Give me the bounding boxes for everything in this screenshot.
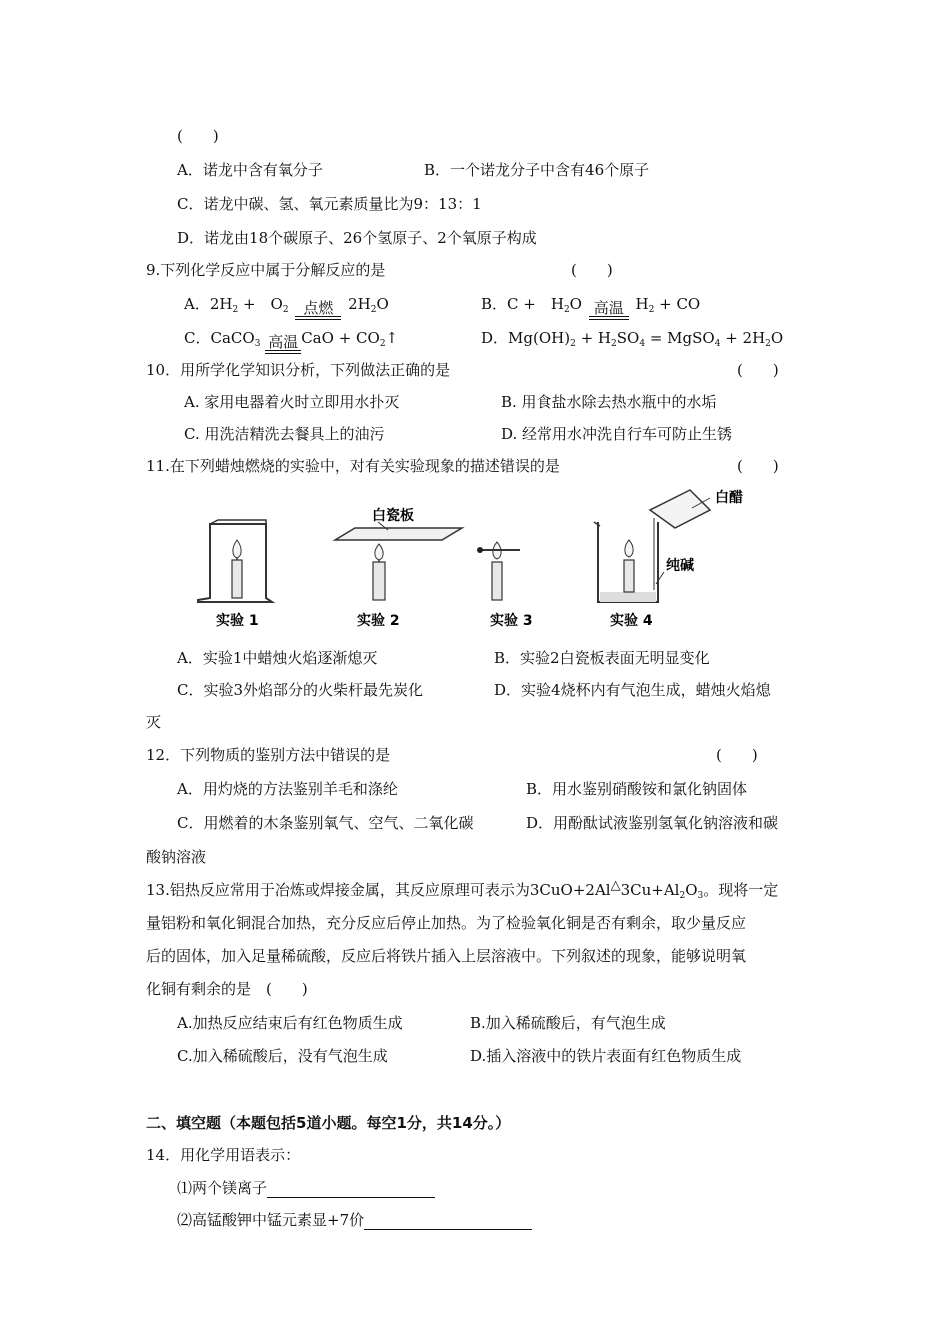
condition-ignite: 点燃: [295, 301, 341, 320]
caption-experiment-4: 实验 4: [610, 613, 653, 629]
q14-item-2: [177, 1210, 532, 1230]
q9-option-b-label: B．: [481, 295, 508, 313]
q11-option-b: B．实验2白瓷板表面无明显变化: [494, 649, 710, 667]
condition-high-temp-b: 高温: [589, 301, 629, 320]
q13-stem-line3: 后的固体，加入足量稀硫酸，反应后将铁片插入上层溶液中。下列叙述的现象，能够说明氧: [146, 947, 747, 965]
q13-stem-line4: 化铜有剩余的是 ( ): [146, 980, 308, 998]
q13-stem-part-a: 13.铝热反应常用于冶炼或焊接金属，其反应原理可表示为3CuO+2Al: [146, 881, 611, 899]
q10-option-c: C. 用洗洁精洗去餐具上的油污: [184, 425, 385, 443]
q12-answer-bracket: ( ): [716, 746, 758, 764]
label-white-vinegar: 白醋: [715, 490, 743, 506]
q9-option-d-label: D．: [481, 329, 509, 347]
q8-option-a: A．诺龙中含有氧分子: [177, 161, 323, 179]
q9-option-c: C．CaCO$_3$ 高温 CaO + $CO_2↑$: [184, 328, 398, 354]
q14-item-1-label: ⑴两个镁离子: [177, 1179, 268, 1197]
q10-option-a: A. 家用电器着火时立即用水扑灭: [184, 393, 400, 411]
condition-high-temp-c: 高温: [265, 335, 301, 354]
q14-item-2-label: ⑵高锰酸钾中锰元素显+7价: [177, 1211, 365, 1229]
q11-stem: 11.在下列蜡烛燃烧的实验中，对有关实验现象的描述错误的是: [146, 457, 560, 475]
q10-answer-bracket: ( ): [737, 361, 779, 379]
label-soda: 纯碱: [666, 558, 694, 574]
q10-option-b: B. 用食盐水除去热水瓶中的水垢: [501, 393, 717, 411]
q12-option-d-line2: 酸钠溶液: [146, 848, 207, 866]
experiment-2-illustration: [335, 507, 462, 600]
q10-stem: 10．用所学化学知识分析，下列做法正确的是: [146, 361, 451, 379]
q11-answer-bracket: ( ): [737, 457, 779, 475]
q9-option-a-label: A．: [184, 295, 210, 313]
experiment-4-illustration: [594, 489, 743, 602]
q14-stem: 14．用化学用语表示：: [146, 1146, 301, 1164]
q11-option-d-line1: D．实验4烧杯内有气泡生成，蜡烛火焰熄: [494, 681, 771, 699]
q8-option-c: C．诺龙中碳、氢、氧元素质量比为9：13：1: [177, 195, 482, 213]
q11-option-a: A．实验1中蜡烛火焰逐渐熄灭: [177, 649, 378, 667]
q12-option-b: B．用水鉴别硝酸铵和氯化钠固体: [526, 780, 748, 798]
q13-option-a: A.加热反应结束后有红色物质生成: [177, 1014, 403, 1032]
q10-option-d: D. 经常用水冲洗自行车可防止生锈: [501, 425, 733, 443]
q13-stem-line2: 量铝粉和氧化铜混合加热，充分反应后停止加热。为了检验氧化铜是否有剩余，取少量反应: [146, 914, 747, 932]
q8-answer-bracket: ( ): [177, 127, 219, 145]
q12-option-d-line1: D．用酚酞试液鉴别氢氧化钠溶液和碳: [526, 814, 779, 832]
caption-experiment-3: 实验 3: [490, 613, 533, 629]
q13-option-c: C.加入稀硫酸后，没有气泡生成: [177, 1047, 388, 1065]
candle-experiments-figure: [180, 480, 820, 640]
caption-experiment-1: 实验 1: [216, 613, 259, 629]
q11-option-d-line2: 灭: [146, 713, 162, 731]
q9-stem: 9.下列化学反应中属于分解反应的是: [146, 261, 386, 279]
q14-item-1: [177, 1178, 435, 1198]
experiment-3-illustration: [477, 542, 520, 600]
experiment-1-illustration: [198, 520, 272, 602]
q13-option-d: D.插入溶液中的铁片表面有红色物质生成: [470, 1047, 742, 1065]
q12-option-a: A．用灼烧的方法鉴别羊毛和涤纶: [177, 780, 398, 798]
q13-stem-part-c: 。现将一定: [703, 881, 779, 899]
q13-option-b: B.加入稀硫酸后，有气泡生成: [470, 1014, 666, 1032]
q9-option-b: B．C + $H_2O$ 高温 $H_2$ + CO: [481, 294, 700, 320]
q9-option-a: A．$2H_2$ + $O_2$ 点燃 $2H_2O$: [184, 294, 389, 320]
label-white-plate: 白瓷板: [372, 508, 414, 524]
q13-stem-line1: 13.铝热反应常用于冶炼或焊接金属，其反应原理可表示为$3CuO+2Al\triangle 3Cu+Al_2O_3$。现将一定: [146, 878, 779, 901]
q8-option-d: D．诺龙由18个碳原子、26个氢原子、2个氧原子构成: [177, 229, 537, 247]
q13-stem-part-b: 3Cu+Al: [620, 881, 680, 899]
q9-answer-bracket: ( ): [571, 261, 613, 279]
answer-blank-2[interactable]: [364, 1213, 532, 1230]
q12-option-c: C．用燃着的木条鉴别氧气、空气、二氧化碳: [177, 814, 474, 832]
answer-blank-1[interactable]: [267, 1181, 435, 1198]
caption-experiment-2: 实验 2: [357, 613, 400, 629]
q11-option-c: C．实验3外焰部分的火柴杆最先炭化: [177, 681, 424, 699]
section-2-title: 二、填空题（本题包括5道小题。每空1分，共14分。）: [146, 1114, 511, 1132]
q9-option-d: D．$Mg(OH)_2 + H_2SO_4$ = MgSO$_4$ + $2H_2O$: [481, 329, 784, 349]
q9-option-c-label: C．: [184, 329, 211, 347]
q8-option-b: B．一个诺龙分子中含有46个原子: [424, 161, 650, 179]
heat-symbol: △: [610, 878, 621, 893]
q12-stem: 12．下列物质的鉴别方法中错误的是: [146, 746, 391, 764]
